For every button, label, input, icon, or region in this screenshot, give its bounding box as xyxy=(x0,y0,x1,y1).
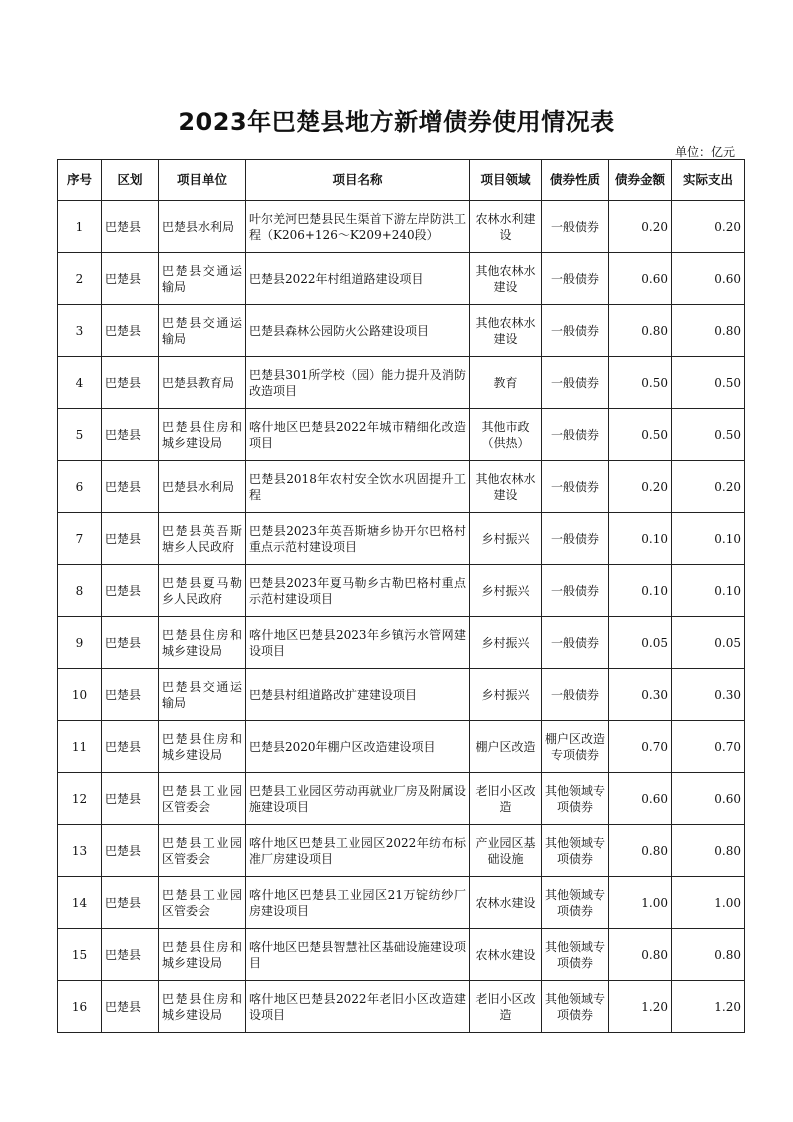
bond-nature-cell: 其他领域专项债券 xyxy=(542,877,609,929)
region-cell: 巴楚县 xyxy=(102,669,159,721)
project-name-cell: 喀什地区巴楚县智慧社区基础设施建设项目 xyxy=(246,929,470,981)
bond-nature-cell: 一般债券 xyxy=(542,305,609,357)
actual-spending-cell: 0.30 xyxy=(672,669,745,721)
region-cell: 巴楚县 xyxy=(102,877,159,929)
project-field-cell: 产业园区基础设施 xyxy=(470,825,542,877)
row-number-cell: 6 xyxy=(58,461,102,513)
row-number-cell: 14 xyxy=(58,877,102,929)
region-cell: 巴楚县 xyxy=(102,305,159,357)
table-row xyxy=(58,357,745,409)
bond-amount-cell: 0.10 xyxy=(609,565,672,617)
project-name-cell: 喀什地区巴楚县工业园区2022年纺布标准厂房建设项目 xyxy=(246,825,470,877)
bond-nature-cell: 一般债券 xyxy=(542,669,609,721)
bond-nature-cell: 棚户区改造专项债券 xyxy=(542,721,609,773)
project-name-cell: 巴楚县森林公园防火公路建设项目 xyxy=(246,305,470,357)
project-unit-cell: 巴楚县工业园区管委会 xyxy=(159,877,246,929)
project-unit-cell: 巴楚县英吾斯塘乡人民政府 xyxy=(159,513,246,565)
row-number-cell: 3 xyxy=(58,305,102,357)
project-name-cell: 喀什地区巴楚县工业园区21万锭纺纱厂房建设项目 xyxy=(246,877,470,929)
region-cell: 巴楚县 xyxy=(102,773,159,825)
bond-amount-cell: 1.00 xyxy=(609,877,672,929)
row-number-cell: 15 xyxy=(58,929,102,981)
column-header: 债券性质 xyxy=(542,160,609,201)
project-field-cell: 乡村振兴 xyxy=(470,669,542,721)
row-number-cell: 11 xyxy=(58,721,102,773)
project-field-cell: 其他农林水建设 xyxy=(470,253,542,305)
bond-amount-cell: 0.05 xyxy=(609,617,672,669)
region-cell: 巴楚县 xyxy=(102,201,159,253)
table-row xyxy=(58,617,745,669)
bond-amount-cell: 0.60 xyxy=(609,773,672,825)
row-number-cell: 12 xyxy=(58,773,102,825)
table-body xyxy=(58,201,745,1033)
row-number-cell: 5 xyxy=(58,409,102,461)
row-number-cell: 10 xyxy=(58,669,102,721)
actual-spending-cell: 0.20 xyxy=(672,461,745,513)
table-row xyxy=(58,669,745,721)
project-unit-cell: 巴楚县交通运输局 xyxy=(159,669,246,721)
project-unit-cell: 巴楚县水利局 xyxy=(159,201,246,253)
project-unit-cell: 巴楚县住房和城乡建设局 xyxy=(159,721,246,773)
project-name-cell: 巴楚县2023年夏马勒乡古勒巴格村重点示范村建设项目 xyxy=(246,565,470,617)
project-name-cell: 喀什地区巴楚县2022年城市精细化改造项目 xyxy=(246,409,470,461)
actual-spending-cell: 0.60 xyxy=(672,773,745,825)
project-unit-cell: 巴楚县住房和城乡建设局 xyxy=(159,981,246,1033)
project-field-cell: 乡村振兴 xyxy=(470,565,542,617)
row-number-cell: 2 xyxy=(58,253,102,305)
bond-amount-cell: 0.70 xyxy=(609,721,672,773)
project-name-cell: 喀什地区巴楚县2023年乡镇污水管网建设项目 xyxy=(246,617,470,669)
bond-amount-cell: 0.20 xyxy=(609,201,672,253)
project-field-cell: 农林水建设 xyxy=(470,929,542,981)
table-row xyxy=(58,929,745,981)
table-header-row xyxy=(58,160,745,201)
column-header: 实际支出 xyxy=(672,160,745,201)
project-name-cell: 巴楚县2018年农村安全饮水巩固提升工程 xyxy=(246,461,470,513)
column-header: 项目单位 xyxy=(159,160,246,201)
project-name-cell: 巴楚县工业园区劳动再就业厂房及附属设施建设项目 xyxy=(246,773,470,825)
bond-amount-cell: 0.80 xyxy=(609,929,672,981)
row-number-cell: 4 xyxy=(58,357,102,409)
bond-amount-cell: 1.20 xyxy=(609,981,672,1033)
actual-spending-cell: 1.20 xyxy=(672,981,745,1033)
project-field-cell: 农林水建设 xyxy=(470,877,542,929)
column-header: 项目领域 xyxy=(470,160,542,201)
region-cell: 巴楚县 xyxy=(102,981,159,1033)
region-cell: 巴楚县 xyxy=(102,461,159,513)
bond-nature-cell: 一般债券 xyxy=(542,409,609,461)
bond-nature-cell: 其他领域专项债券 xyxy=(542,929,609,981)
bond-amount-cell: 0.20 xyxy=(609,461,672,513)
table-row xyxy=(58,461,745,513)
table-row xyxy=(58,201,745,253)
region-cell: 巴楚县 xyxy=(102,929,159,981)
bond-nature-cell: 一般债券 xyxy=(542,513,609,565)
row-number-cell: 9 xyxy=(58,617,102,669)
project-name-cell: 巴楚县301所学校（园）能力提升及消防改造项目 xyxy=(246,357,470,409)
project-unit-cell: 巴楚县交通运输局 xyxy=(159,305,246,357)
actual-spending-cell: 0.10 xyxy=(672,513,745,565)
project-unit-cell: 巴楚县工业园区管委会 xyxy=(159,825,246,877)
unit-label: 单位：亿元 xyxy=(674,145,735,159)
actual-spending-cell: 0.05 xyxy=(672,617,745,669)
project-name-cell: 叶尔羌河巴楚县民生渠首下游左岸防洪工程（K206+126～K209+240段） xyxy=(246,201,470,253)
project-unit-cell: 巴楚县住房和城乡建设局 xyxy=(159,929,246,981)
project-unit-cell: 巴楚县教育局 xyxy=(159,357,246,409)
bond-amount-cell: 0.10 xyxy=(609,513,672,565)
actual-spending-cell: 0.80 xyxy=(672,825,745,877)
column-header: 债券金额 xyxy=(609,160,672,201)
bond-amount-cell: 0.80 xyxy=(609,825,672,877)
project-name-cell: 喀什地区巴楚县2022年老旧小区改造建设项目 xyxy=(246,981,470,1033)
column-header: 序号 xyxy=(58,160,102,201)
column-header: 区划 xyxy=(102,160,159,201)
project-unit-cell: 巴楚县交通运输局 xyxy=(159,253,246,305)
project-field-cell: 老旧小区改造 xyxy=(470,773,542,825)
region-cell: 巴楚县 xyxy=(102,409,159,461)
actual-spending-cell: 0.50 xyxy=(672,357,745,409)
bond-nature-cell: 其他领域专项债券 xyxy=(542,825,609,877)
bond-amount-cell: 0.30 xyxy=(609,669,672,721)
row-number-cell: 1 xyxy=(58,201,102,253)
bond-nature-cell: 一般债券 xyxy=(542,253,609,305)
project-name-cell: 巴楚县村组道路改扩建建设项目 xyxy=(246,669,470,721)
actual-spending-cell: 0.80 xyxy=(672,305,745,357)
project-field-cell: 乡村振兴 xyxy=(470,513,542,565)
bond-amount-cell: 0.80 xyxy=(609,305,672,357)
actual-spending-cell: 0.70 xyxy=(672,721,745,773)
table-row xyxy=(58,253,745,305)
region-cell: 巴楚县 xyxy=(102,617,159,669)
project-unit-cell: 巴楚县住房和城乡建设局 xyxy=(159,617,246,669)
row-number-cell: 13 xyxy=(58,825,102,877)
table-row xyxy=(58,773,745,825)
bond-nature-cell: 其他领域专项债券 xyxy=(542,981,609,1033)
bond-nature-cell: 一般债券 xyxy=(542,617,609,669)
actual-spending-cell: 0.10 xyxy=(672,565,745,617)
table-row xyxy=(58,721,745,773)
project-unit-cell: 巴楚县夏马勒乡人民政府 xyxy=(159,565,246,617)
table-row xyxy=(58,409,745,461)
region-cell: 巴楚县 xyxy=(102,253,159,305)
bond-nature-cell: 其他领域专项债券 xyxy=(542,773,609,825)
actual-spending-cell: 0.20 xyxy=(672,201,745,253)
project-field-cell: 其他市政（供热） xyxy=(470,409,542,461)
project-field-cell: 其他农林水建设 xyxy=(470,305,542,357)
table-row xyxy=(58,513,745,565)
table-row xyxy=(58,305,745,357)
table-row xyxy=(58,981,745,1033)
project-field-cell: 老旧小区改造 xyxy=(470,981,542,1033)
project-field-cell: 农林水利建设 xyxy=(470,201,542,253)
project-unit-cell: 巴楚县水利局 xyxy=(159,461,246,513)
actual-spending-cell: 1.00 xyxy=(672,877,745,929)
bond-nature-cell: 一般债券 xyxy=(542,461,609,513)
row-number-cell: 16 xyxy=(58,981,102,1033)
bond-usage-table xyxy=(57,159,745,1033)
project-field-cell: 其他农林水建设 xyxy=(470,461,542,513)
project-name-cell: 巴楚县2022年村组道路建设项目 xyxy=(246,253,470,305)
region-cell: 巴楚县 xyxy=(102,357,159,409)
bond-amount-cell: 0.50 xyxy=(609,357,672,409)
row-number-cell: 7 xyxy=(58,513,102,565)
bond-nature-cell: 一般债券 xyxy=(542,565,609,617)
column-header: 项目名称 xyxy=(246,160,470,201)
bond-amount-cell: 0.50 xyxy=(609,409,672,461)
project-unit-cell: 巴楚县住房和城乡建设局 xyxy=(159,409,246,461)
actual-spending-cell: 0.60 xyxy=(672,253,745,305)
bond-nature-cell: 一般债券 xyxy=(542,201,609,253)
table-row xyxy=(58,825,745,877)
project-unit-cell: 巴楚县工业园区管委会 xyxy=(159,773,246,825)
bond-amount-cell: 0.60 xyxy=(609,253,672,305)
region-cell: 巴楚县 xyxy=(102,721,159,773)
table-row xyxy=(58,565,745,617)
document-title: 2023年巴楚县地方新增债券使用情况表 xyxy=(178,108,615,136)
project-name-cell: 巴楚县2020年棚户区改造建设项目 xyxy=(246,721,470,773)
region-cell: 巴楚县 xyxy=(102,825,159,877)
project-name-cell: 巴楚县2023年英吾斯塘乡协开尔巴格村重点示范村建设项目 xyxy=(246,513,470,565)
actual-spending-cell: 0.50 xyxy=(672,409,745,461)
bond-nature-cell: 一般债券 xyxy=(542,357,609,409)
project-field-cell: 教育 xyxy=(470,357,542,409)
region-cell: 巴楚县 xyxy=(102,513,159,565)
project-field-cell: 乡村振兴 xyxy=(470,617,542,669)
project-field-cell: 棚户区改造 xyxy=(470,721,542,773)
row-number-cell: 8 xyxy=(58,565,102,617)
region-cell: 巴楚县 xyxy=(102,565,159,617)
table-row xyxy=(58,877,745,929)
actual-spending-cell: 0.80 xyxy=(672,929,745,981)
